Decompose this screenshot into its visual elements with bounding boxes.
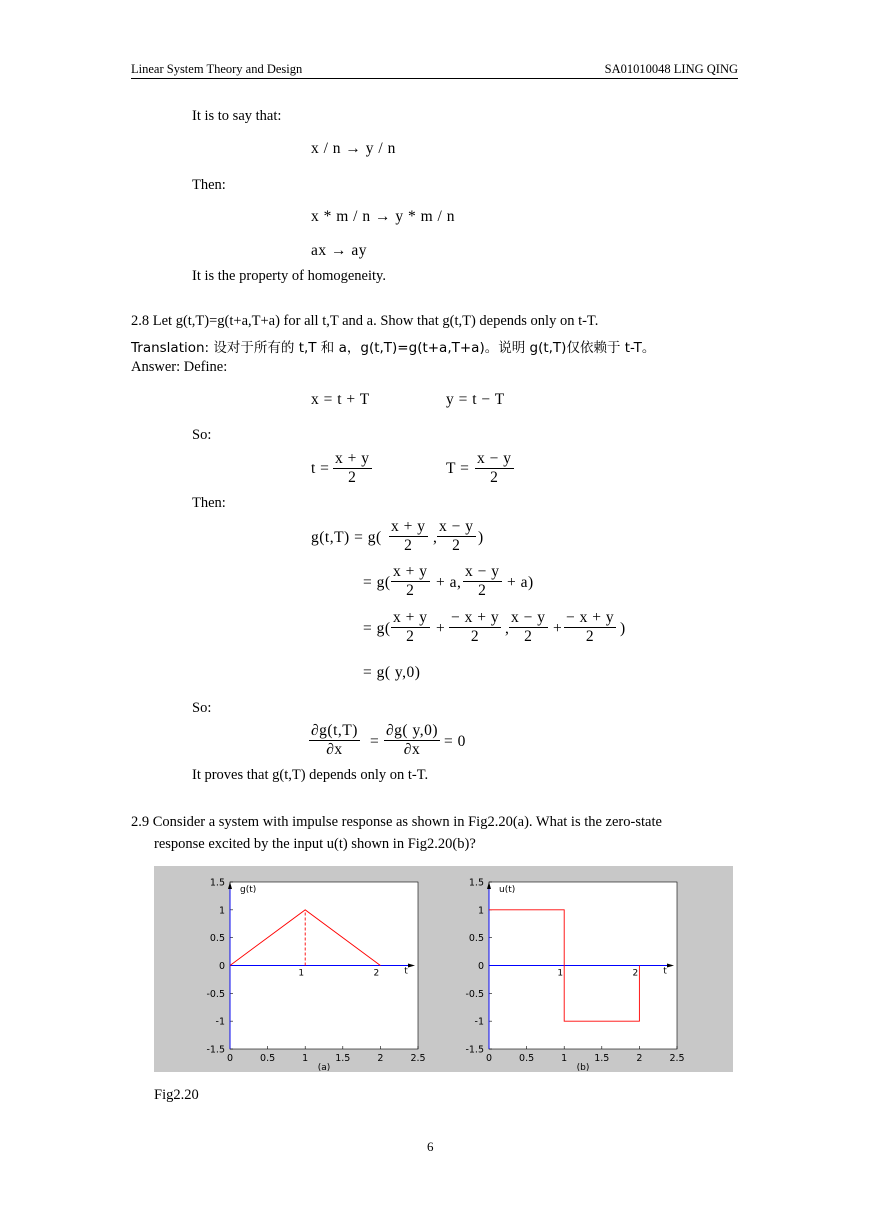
header-rule [131,78,738,79]
intro-text: It is to say that: [192,108,282,124]
plot-a [206,878,425,1073]
y-tick-label: 1.5 [209,877,225,889]
partial-num2: ∂g( y,0) [386,722,438,739]
T-fraction [475,450,514,487]
deriv3-lhs: = g( [363,620,391,637]
deriv3-plus1: + [436,620,446,637]
T-numerator: x − y [477,450,512,467]
y-tick-label: 1 [477,905,484,917]
deriv3-den4: 2 [585,628,595,645]
deriv4: = g( y,0) [363,664,421,681]
partial-frac2 [384,722,440,759]
deriv2-num1: x + y [393,563,428,580]
y-tick-label: -1 [474,1016,484,1028]
deriv2-lhs: = g( [363,574,391,591]
deriv3-den1: 2 [406,628,415,645]
problem-2-8-question: 2.8 Let g(t,T)=g(t+a,T+a) for all t,T and a. Show that g(t,T) depends only on t-T. [131,313,599,329]
deriv3-frac2 [449,609,501,646]
axis-inner-tick-label: 2 [373,968,380,979]
deriv3-frac4 [564,609,616,646]
deriv3-sep: , [505,620,510,637]
deriv1-lhs: g(t,T) = g( [311,529,382,546]
y-tick-label: -1.5 [465,1044,484,1056]
deriv2-mid: + a, [436,574,462,591]
answer-define: Answer: Define: [131,359,228,375]
deriv2-num2: x − y [465,563,500,580]
x-axis-label: (a) [317,1063,331,1072]
deriv1-sep: , [433,529,438,546]
y-tick-label: 1.5 [468,877,484,889]
y-tick-label: 0 [218,961,225,972]
y-tick-label: -0.5 [206,988,225,1000]
problem-2-9-line2: response excited by the input u(t) shown in Fig2.20(b)? [154,836,476,852]
partial-den1: ∂x [326,741,343,758]
y-tick-label: 0.5 [209,933,225,945]
x-tick-label: 2 [636,1053,643,1064]
y-tick-label: -1 [215,1016,225,1028]
deriv1-frac1 [389,518,428,555]
proof-conclusion: It proves that g(t,T) depends only on t-T. [192,767,429,783]
axis-inner-tick-label: 1 [557,968,564,979]
deriv2-den2: 2 [478,582,487,599]
x-tick-label: 0.5 [260,1053,276,1064]
axis-t-label: t [663,966,667,977]
partial-frac1 [309,722,360,759]
header-author: SA01010048 LING QING [604,62,738,76]
x-tick-label: 2.5 [669,1053,685,1064]
y-tick-label: 1 [218,905,225,917]
so-text-1: So: [192,427,212,443]
equation-2: x * m / n → y * m / n [311,208,455,225]
deriv1-num2: x − y [439,518,474,535]
then-text: Then: [192,177,226,193]
equation-3: ax → ay [311,242,368,259]
deriv1-frac2 [437,518,476,555]
header-title: Linear System Theory and Design [131,62,303,76]
page-number: 6 [427,1139,434,1154]
x-tick-label: 2 [377,1053,384,1064]
partial-num1: ∂g(t,T) [311,722,358,739]
t-fraction [333,450,372,487]
y-tick-label: 0 [477,961,484,972]
t-numerator: x + y [335,450,370,467]
deriv3-plus2: + [553,620,563,637]
y-tick-label: 0.5 [468,933,484,945]
deriv3-den3: 2 [524,628,533,645]
t-lhs: t = [311,460,330,477]
partial-eq: = [370,733,380,750]
deriv1-end: ) [478,529,484,546]
deriv3-num3: x − y [511,609,546,626]
deriv1-num1: x + y [391,518,426,535]
define-y: y = t − T [446,391,505,408]
x-tick-label: 0 [226,1053,234,1064]
axis-inner-tick-label: 2 [632,968,639,979]
deriv2-frac1 [391,563,430,600]
y-axis-label: u(t) [499,885,516,895]
problem-2-8-translation: Translation: 设对于所有的 t,T 和 a，g(t,T)=g(t+a,T+a)。说明 g(t,T)仅依赖于 t-T。 [131,340,656,356]
problem-2-9-line1: 2.9 Consider a system with impulse response as shown in Fig2.20(a). What is the zero-state [131,814,662,830]
x-axis-label: (b) [576,1063,590,1072]
deriv3-frac1 [391,609,430,646]
T-lhs: T = [446,460,470,477]
deriv3-den2: 2 [470,628,480,645]
so-text-2: So: [192,700,212,716]
axis-inner-tick-label: 1 [298,968,305,979]
x-tick-label: 2.5 [410,1053,426,1064]
partial-den2: ∂x [403,741,421,758]
x-tick-label: 0 [485,1053,493,1064]
deriv2-end: + a) [507,574,534,591]
y-tick-label: -1.5 [206,1044,225,1056]
x-tick-label: 1 [561,1053,568,1064]
then-text-2: Then: [192,495,226,511]
t-denominator: 2 [348,469,357,486]
T-denominator: 2 [490,469,499,486]
x-tick-label: 1.5 [594,1053,610,1064]
define-x: x = t + T [311,391,370,408]
deriv3-frac3 [509,609,548,646]
plot-b [465,878,684,1073]
deriv3-num4: − x + y [566,609,615,626]
x-tick-label: 1 [302,1053,309,1064]
deriv2-frac2 [463,563,502,600]
equation-1: x / n → y / n [311,140,396,157]
deriv2-den1: 2 [406,582,415,599]
deriv3-end: ) [620,620,626,637]
y-axis-label: g(t) [240,885,257,895]
x-tick-label: 0.5 [519,1053,535,1064]
deriv3-num1: x + y [393,609,428,626]
x-tick-label: 1.5 [335,1053,351,1064]
deriv1-den2: 2 [452,537,461,554]
partial-end: = 0 [444,733,466,750]
deriv1-den1: 2 [404,537,413,554]
figure-2-20 [154,866,733,1072]
deriv3-num2: − x + y [451,609,500,626]
homogeneity-conclusion: It is the property of homogeneity. [192,268,386,284]
figure-caption: Fig2.20 [154,1087,199,1103]
axis-t-label: t [404,966,408,977]
y-tick-label: -0.5 [465,988,484,1000]
